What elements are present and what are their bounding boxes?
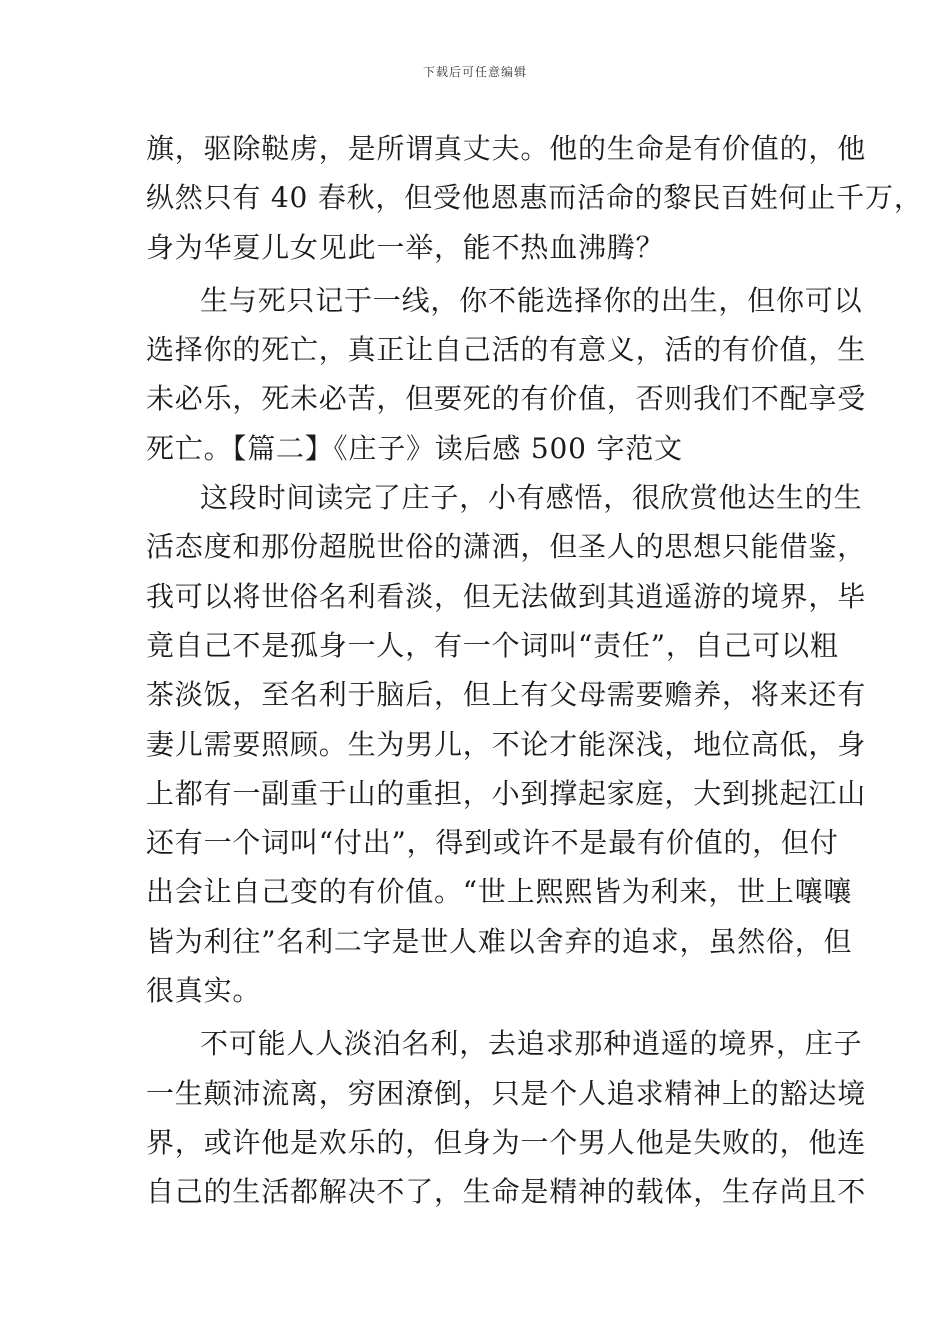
text-line: 界，或许他是欢乐的，但身为一个男人他是失败的，他连 <box>146 1125 867 1159</box>
text-line: 未必乐，死未必苦，但要死的有价值，否则我们不配享受 <box>146 382 867 416</box>
text-line: 选择你的死亡，真正让自己活的有意义，活的有价值，生 <box>146 333 867 367</box>
text-line: 妻儿需要照顾。生为男儿，不论才能深浅，地位高低，身 <box>146 727 867 761</box>
text-line: 上都有一副重于山的重担，小到撑起家庭，大到挑起江山 <box>146 776 867 810</box>
text-line: 一生颠沛流离，穷困潦倒，只是个人追求精神上的豁达境 <box>146 1076 867 1110</box>
text-line: 纵然只有 40 春秋，但受他恩惠而活命的黎民百姓何止千万， <box>146 181 923 215</box>
text-line: 茶淡饭，至名利于脑后，但上有父母需要赡养，将来还有 <box>146 678 867 712</box>
paragraph-start-line: 这段时间读完了庄子，小有感悟，很欣赏他达生的生 <box>200 481 863 515</box>
text-line: 出会让自己变的有价值。“世上熙熙皆为利来，世上嚷嚷 <box>146 875 853 909</box>
text-line: 活态度和那份超脱世俗的潇洒，但圣人的思想只能借鉴， <box>146 530 867 564</box>
text-line: 自己的生活都解决不了，生命是精神的载体，生存尚且不 <box>146 1175 867 1209</box>
text-line: 身为华夏儿女见此一举，能不热血沸腾？ <box>146 230 665 264</box>
paragraph-start-line: 生与死只记于一线，你不能选择你的出生，但你可以 <box>200 283 863 317</box>
text-line: 很真实。 <box>146 974 262 1008</box>
section-title-line: 死亡。【篇二】《庄子》读后感 500 字范文 <box>146 431 683 465</box>
text-line: 皆为利往”名利二字是世人难以舍弃的追求，虽然俗，但 <box>146 924 853 958</box>
page-header: 下载后可任意编辑 <box>422 65 527 79</box>
text-line: 我可以将世俗名利看淡，但无法做到其逍遥游的境界，毕 <box>146 579 867 613</box>
paragraph-start-line: 不可能人人淡泊名利，去追求那种逍遥的境界，庄子 <box>200 1027 863 1061</box>
document-body <box>146 124 923 1217</box>
text-line: 旗，驱除鞑虏，是所谓真丈夫。他的生命是有价值的，他 <box>146 132 867 165</box>
text-line: 还有一个词叫“付出”，得到或许不是最有价值的，但付 <box>146 826 839 860</box>
text-line: 竟自己不是孤身一人，有一个词叫“责任”，自己可以粗 <box>146 628 839 662</box>
